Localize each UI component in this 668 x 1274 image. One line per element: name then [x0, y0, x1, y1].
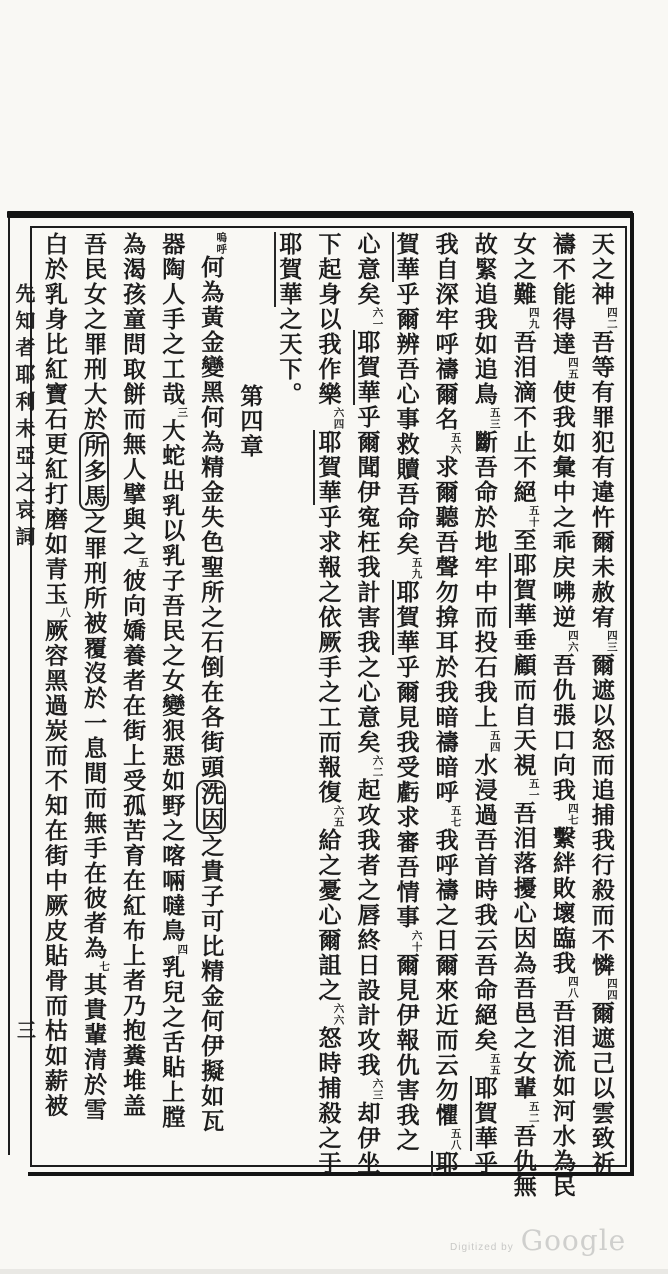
verse-number-annotation: 四九	[527, 307, 540, 330]
text-column	[466, 232, 503, 1176]
verse-number-annotation: 四三	[605, 630, 618, 653]
verse-number-annotation: 五八	[449, 1128, 462, 1151]
column-text: 斷吾命於地牢中而投石我上	[471, 430, 498, 730]
column-text: 爾遮以怒而追捕我行殺而不憐	[588, 653, 615, 978]
proper-noun-mark: 耶賀華	[510, 553, 537, 628]
verse-number-annotation: 五三	[488, 407, 501, 430]
column-text: 垂顧而自天視	[510, 628, 537, 778]
proper-noun-mark: 耶賀華	[393, 580, 420, 655]
text-column	[153, 232, 190, 1161]
column-text: 厥容黑過炭而不知在街中厥皮貼骨而枯如薪被	[42, 618, 68, 1119]
verse-number-annotation: 七	[98, 961, 111, 973]
text-column	[114, 232, 151, 1161]
verse-number-annotation: 四八	[566, 976, 579, 999]
verse-number-annotation: 五六	[449, 432, 462, 455]
verse-number-annotation: 六三	[371, 1078, 384, 1101]
column-text: 吾仇張口向我	[549, 653, 576, 803]
text-columns-container	[36, 232, 620, 1199]
column-text: 繫絆敗壞臨我	[549, 826, 576, 976]
column-text: 器陶人手之工哉	[159, 232, 186, 407]
column-text: 乳兒之舌貼上膛	[159, 955, 186, 1130]
text-column	[192, 232, 229, 1161]
verse-number-annotation: 四六	[566, 630, 579, 653]
text-column	[349, 232, 386, 1176]
column-text: 吾仇無	[510, 1124, 537, 1199]
column-text: 禱不能得達	[549, 232, 576, 357]
proper-noun-mark: 耶賀華	[315, 430, 342, 505]
verse-number-annotation: 五一	[527, 778, 540, 801]
column-text: 吾泪流如河水為民	[549, 999, 576, 1199]
verse-number-annotation: 五九	[410, 557, 423, 580]
text-column	[75, 232, 112, 1161]
verse-number-annotation: 六二	[371, 755, 384, 778]
running-title: 先知者耶利未亞之哀詞	[12, 283, 34, 553]
text-column	[427, 232, 464, 1176]
column-text: 至	[510, 528, 537, 553]
column-text: 吾等有罪犯有違忤爾未赦宥	[588, 330, 615, 630]
verse-number-annotation: 六六	[332, 1003, 345, 1026]
verse-number-annotation: 四二	[605, 307, 618, 330]
column-text: 乎爾聞伊寃枉我計害我之心意矣	[354, 405, 381, 755]
column-text: 之罪刑所被覆沒於一息間而無手在彼者為	[81, 511, 108, 961]
proper-noun-mark: 耶	[432, 1151, 459, 1176]
proper-noun-mark: 耶賀華	[354, 330, 381, 405]
verse-number-annotation: 六五	[332, 805, 345, 828]
column-text: 給之憂心爾詛之	[315, 828, 342, 1003]
column-text: 却伊坐	[354, 1101, 381, 1176]
text-column	[505, 232, 542, 1199]
column-text: 下起身以我作樂	[315, 232, 342, 407]
verse-number-annotation: 五七	[449, 805, 462, 828]
verse-number-annotation: 六四	[332, 407, 345, 430]
verse-number-annotation: 五四	[488, 730, 501, 753]
page-number: 三	[14, 1020, 35, 1039]
verse-number-annotation: 五二	[527, 1101, 540, 1124]
column-text: 爾遮己以雲致祈	[588, 1001, 615, 1176]
google-logo: Google	[520, 1224, 627, 1257]
verse-number-annotation: 四四	[605, 978, 618, 1001]
text-frame	[30, 226, 627, 1199]
column-text: 使我如彙中之乖戻咈逆	[549, 380, 576, 630]
column-text: 心意矣	[354, 232, 381, 307]
verse-number-annotation: 五十	[527, 505, 540, 528]
column-text: 彼向嬌養者在街上受孤苦育在紅布上者乃抱糞堆盖	[120, 568, 147, 1119]
column-text: 怒時捕殺之于	[315, 1026, 342, 1176]
column-text: 起攻我者之唇終日設計攻我	[354, 778, 381, 1078]
column-text: 我自深牢呼禱爾名	[432, 232, 459, 432]
proper-noun-mark: 賀華	[393, 232, 420, 282]
column-text: 之貴子可比精金何伊擬如瓦	[198, 834, 225, 1134]
verse-number-annotation: 五五	[488, 1053, 501, 1076]
column-text: 吾民女之罪刑大於	[81, 232, 108, 432]
verse-number-annotation: 六一	[371, 307, 384, 330]
text-column	[270, 232, 307, 1161]
scan-bottom-edge	[0, 1269, 668, 1274]
column-text: 我呼禱之日爾來近而云勿懼	[432, 828, 459, 1128]
digitization-watermark	[450, 1224, 626, 1257]
verse-number-annotation: 三	[176, 407, 189, 419]
place-name-box: 洗因	[198, 782, 225, 832]
column-text: 吾泪滴不止不絕	[510, 330, 537, 505]
column-text: 乎爾見我受虧求審吾情事	[393, 655, 420, 930]
column-text: 水浸過吾首時我云吾命絕矣	[471, 753, 498, 1053]
verse-number-annotation: 四	[176, 943, 189, 955]
column-text: 爾見伊報仇害我之	[393, 953, 420, 1153]
verse-number-annotation: 八	[59, 607, 71, 619]
chapter-heading	[231, 232, 268, 1161]
watermark-prefix-label: Digitized by	[450, 1242, 514, 1253]
column-text: 女之難	[510, 232, 537, 307]
verse-number-annotation: 四五	[566, 357, 579, 380]
column-text: 白於乳身比紅寶石更紅打磨如青玉	[42, 232, 68, 607]
verse-number-annotation: 四七	[566, 803, 579, 826]
verse-number-annotation: 五	[137, 557, 150, 569]
text-column	[309, 232, 346, 1176]
column-text: 吾泪落擾心因為吾邑之女輩	[510, 801, 537, 1101]
place-name-box: 所多馬	[81, 434, 108, 509]
proper-noun-mark: 耶賀華	[276, 232, 303, 307]
verse-number-annotation: 六十	[410, 930, 423, 953]
column-text: 其貴輩清於雪	[81, 972, 108, 1123]
top-border-rule	[7, 211, 633, 218]
column-text: 故緊追我如追鳥	[471, 232, 498, 407]
proper-noun-mark: 耶賀華	[471, 1076, 498, 1151]
column-text: 天之神	[588, 232, 615, 307]
text-column	[36, 232, 73, 1161]
text-column	[388, 232, 425, 1161]
column-text: 之天下。	[276, 307, 303, 407]
verse-number-annotation: 嗚呼	[215, 232, 228, 255]
column-text: 為渴孩童問取餅而無人擘與之	[120, 232, 147, 557]
column-text: 何為黃金變黑何為精金失色聖所之石倒在各街頭	[198, 255, 225, 780]
column-text: 求爾聽吾聲勿揜耳於我暗禱暗呼	[432, 455, 459, 805]
right-border-rule	[630, 213, 634, 1176]
column-text: 乎	[471, 1151, 498, 1176]
column-text: 第四章	[237, 384, 264, 459]
column-text: 大蛇出乳以乳子吾民之女變狠惡如野之喀啢噠鳥	[159, 418, 186, 944]
text-column	[544, 232, 581, 1199]
column-text: 乎爾辨吾心事救贖吾命矣	[393, 282, 420, 557]
text-column	[583, 232, 620, 1176]
column-text: 乎求報之依厥手之工而報復	[315, 505, 342, 805]
